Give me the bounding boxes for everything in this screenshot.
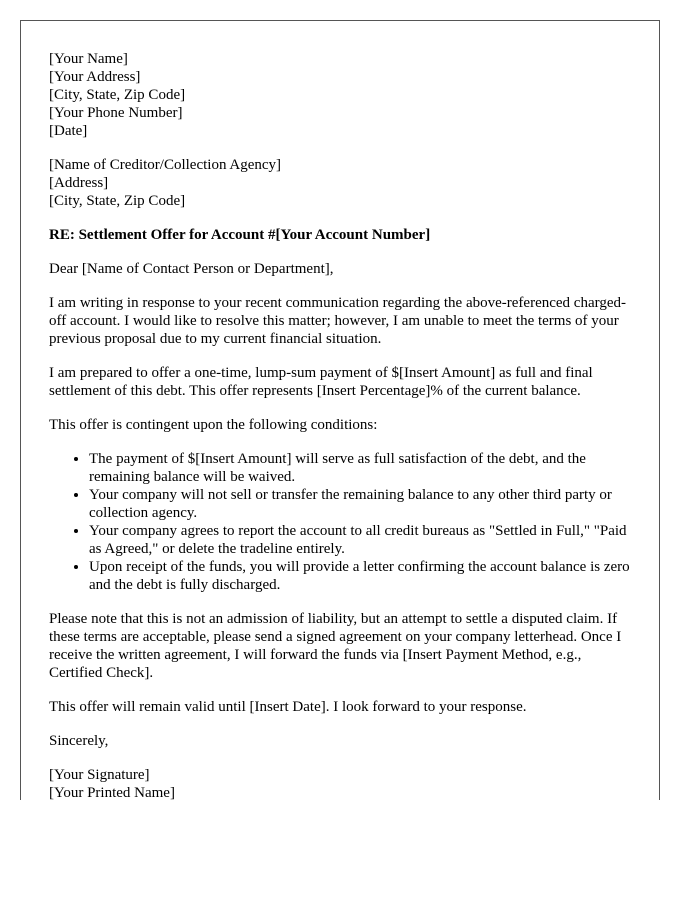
- list-item: • Your company agrees to report the account to all credit bureaus as "Settled in Full," "Paid as Agreed," or delete the tradeline entirely.: [89, 522, 631, 558]
- sender-name: [Your Name]: [49, 51, 128, 67]
- signature-block: [49, 766, 631, 802]
- body-paragraph: This offer will remain valid until [Insert Date]. I look forward to your response.: [49, 699, 527, 715]
- recipient-name: [Name of Creditor/Collection Agency]: [49, 157, 282, 173]
- sender-block: [49, 50, 631, 140]
- recipient-city-state-zip: [City, State, Zip Code]: [49, 193, 186, 209]
- subject-line: RE: Settlement Offer for Account #[Your Account Number]: [49, 227, 431, 243]
- letter-date: [Date]: [49, 123, 88, 139]
- list-item: • Your company will not sell or transfer the remaining balance to any other third party or collection agency.: [89, 486, 631, 522]
- sender-address: [Your Address]: [49, 69, 141, 85]
- recipient-block: [49, 156, 631, 210]
- printed-name: [Your Printed Name]: [49, 785, 175, 801]
- body-paragraph: Please note that this is not an admission of liability, but an attempt to settle a disputed claim. If these terms are acceptable, please send a signed agreement on your company letterhead. Once I receive the written agreement, I will forward the funds via [Insert Payment Method, e.g., Certified Check].: [49, 611, 622, 681]
- body-paragraph: I am prepared to offer a one-time, lump-sum payment of $[Insert Amount] as full and final settlement of this debt. This offer represents [Insert Percentage]% of the current balance.: [49, 365, 593, 399]
- list-item: • The payment of $[Insert Amount] will serve as full satisfaction of the debt, and the remaining balance will be waived.: [89, 450, 631, 486]
- body-paragraph: This offer is contingent upon the following conditions:: [49, 417, 378, 433]
- list-item: • Upon receipt of the funds, you will provide a letter confirming the account balance is zero and the debt is fully discharged.: [89, 558, 631, 594]
- conditions-list: [49, 450, 631, 594]
- body-paragraph: I am writing in response to your recent communication regarding the above-referenced charged-off account. I would like to resolve this matter; however, I am unable to meet the terms of your previous proposal due to my current financial situation.: [49, 295, 626, 347]
- salutation: Dear [Name of Contact Person or Department],: [49, 261, 334, 277]
- sign-off: Sincerely,: [49, 733, 109, 749]
- sender-phone: [Your Phone Number]: [49, 105, 183, 121]
- recipient-address: [Address]: [49, 175, 109, 191]
- letter-page: [20, 20, 660, 800]
- signature: [Your Signature]: [49, 767, 150, 783]
- sender-city-state-zip: [City, State, Zip Code]: [49, 87, 186, 103]
